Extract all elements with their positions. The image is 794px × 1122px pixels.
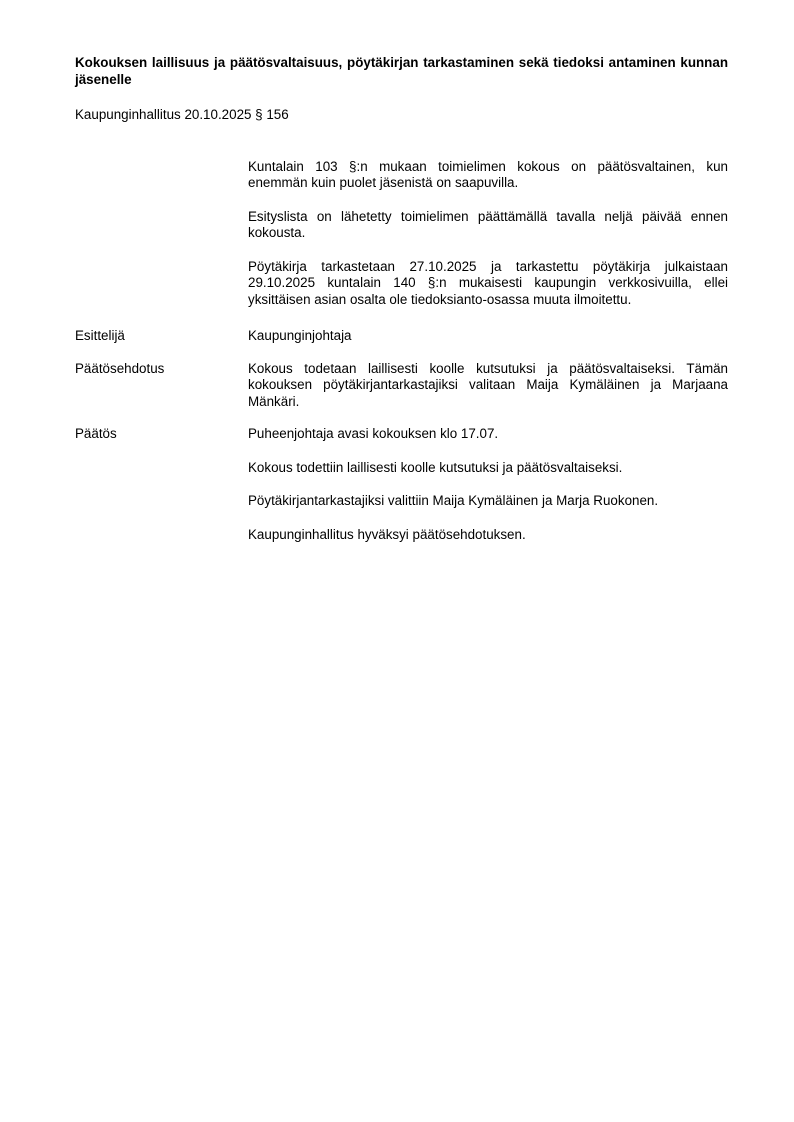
intro-paragraph: Kuntalain 103 §:n mukaan toimielimen kokous on päätösvaltainen, kun enemmän kuin puolet jäsenistä on saapuvilla. xyxy=(248,158,728,190)
section-body xyxy=(248,361,728,411)
section-paragraph: Kokous todettiin laillisesti koolle kutsutuksi ja päätösvaltaiseksi. xyxy=(248,459,623,475)
intro-paragraph: Pöytäkirja tarkastetaan 27.10.2025 ja tarkastettu pöytäkirja julkaistaan 29.10.2025 kuntalain 140 §:n mukaisesti kaupungin verkkosivuilla, ellei yksittäisen asian osalta ole tiedoksianto-osassa muuta ilmoitettu. xyxy=(248,258,728,307)
section-body xyxy=(248,328,728,345)
section-paragraph: Kokous todetaan laillisesti koolle kutsutuksi ja päätösvaltaiseksi. Tämän kokouksen pöytäkirjantarkastajiksi valitaan Maija Kymäläinen ja Marjaana Mänkäri. xyxy=(248,360,728,409)
section-paragraph: Kaupunginhallitus hyväksyi päätösehdotuksen. xyxy=(248,526,526,542)
section-label: Esittelijä xyxy=(75,328,125,343)
document-title: Kokouksen laillisuus ja päätösvaltaisuus, pöytäkirjan tarkastaminen sekä tiedoksi antaminen kunnan jäsenelle xyxy=(75,55,728,87)
sections xyxy=(75,328,728,543)
section-row xyxy=(75,328,728,345)
meeting-reference: Kaupunginhallitus 20.10.2025 § 156 xyxy=(75,107,289,122)
section-paragraph: Kaupunginjohtaja xyxy=(248,328,352,343)
intro-paragraphs xyxy=(248,159,728,309)
section-label: Päätösehdotus xyxy=(75,360,165,376)
intro-paragraph: Esityslista on lähetetty toimielimen päättämällä tavalla neljä päivää ennen kokousta. xyxy=(248,208,728,240)
section-row xyxy=(75,426,728,543)
section-paragraph: Puheenjohtaja avasi kokouksen klo 17.07. xyxy=(248,426,499,441)
section-body xyxy=(248,426,728,543)
section-paragraph: Pöytäkirjantarkastajiksi valittiin Maija Kymäläinen ja Marja Ruokonen. xyxy=(248,493,659,508)
section-row xyxy=(75,361,728,411)
section-label: Päätös xyxy=(75,426,117,441)
